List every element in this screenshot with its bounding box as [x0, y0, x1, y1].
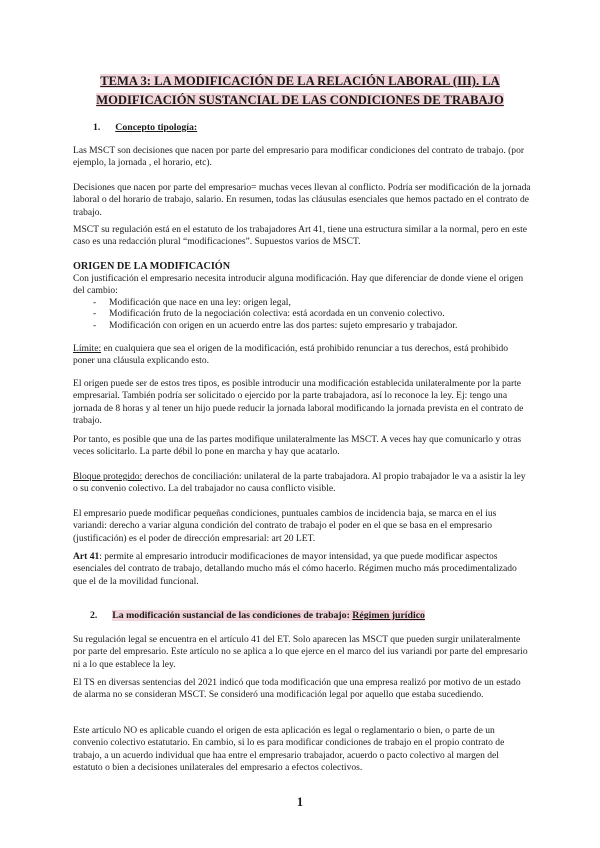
section-2-number: 2. [90, 610, 98, 621]
title-line-1: TEMA 3: LA MODIFICACIÓN DE LA RELACIÓN LABORAL (III). LA [100, 74, 500, 88]
list-item: - Modificación que nace en una ley: origen legal, [93, 297, 533, 308]
section-2-title [112, 610, 425, 621]
paragraph-art-41 [73, 551, 531, 588]
page-number: 1 [296, 795, 304, 809]
paragraph-ts-sentencias: El TS en diversas sentencias del 2021 indicó que toda modificación que una empresa realizó por motivo de un estado de alarma no se consideran MSCT. Se consideró una modificación legal por aquello que estaba sucediendo. [73, 677, 521, 701]
origen-intro: Con justificación el empresario necesita introducir alguna modificación. Hay que diferenciar de donde viene el origen del cambio: [73, 273, 524, 297]
art41-label: Art 41 [73, 551, 100, 562]
origen-heading: ORIGEN DE LA MODIFICACIÓN [73, 261, 231, 272]
title-line-2: MODIFICACIÓN SUSTANCIAL DE LAS CONDICIONES DE TRABAJO [96, 93, 504, 107]
paragraph-origen-types: El origen puede ser de estos tres tipos, es posible introducir una modificación establecida unilateralmente por la parte empresarial. También podría ser solicitado o ejercido por la parte trabajadora, así lo reconoce la ley. Ej: tengo una jornada de 8 horas y al tener un hijo puede reducir la jornada laboral modificando la jornada prevista en el contrato de trabajo. [73, 378, 524, 427]
art41-text: : permite al empresario introducir modificaciones de mayor intensidad, ya que puede modificar aspectos esenciales del contrato de trabajo, detallando mucho más el cómo hacerlo. Régimen mucho más procedimentalizado que el de la movilidad funcional. [73, 551, 517, 587]
paragraph-regulacion-legal: Su regulación legal se encuentra en el artículo 41 del ET. Solo aparecen las MSCT que pueden surgir unilateralmente por parte del empresario. Este artículo no se aplica a lo que ejerce en el marco del ius variandi por parte del empresario ni a lo que establece la ley. [73, 634, 528, 670]
section-2-heading [90, 610, 425, 621]
paragraph-msct-definition: Las MSCT son decisiones que nacen por parte del empresario para modificar condiciones del contrato de trabajo. (por ejemplo, la jornada , el horario, etc). [73, 145, 525, 169]
section-2-title-a: La modificación sustancial de las condiciones de trabajo: [112, 610, 353, 621]
paragraph-por-tanto: Por tanto, es posible que una de las partes modifique unilateralmente las MSCT. A veces hay que comunicarlo y otras veces solicitarlo. La parte débil lo pone en marcha y hay que acatarlo. [73, 434, 522, 458]
bloque-label: Bloque protegido: [73, 471, 143, 482]
section-2-title-b: Régimen jurídico [352, 610, 425, 621]
paragraph-bloque-protegido [73, 471, 531, 496]
paragraph-no-aplicable: Este artículo NO es aplicable cuando el origen de esta aplicación es legal o reglamentario o bien, o parte de un convenio colectivo estatutario. En cambio, si lo es para modificar condiciones de trabajo en el propio contrato de trabajo, a un acuerdo individual que haa entre el empresario trabajador, acuerdo o pacto colectivo al margen del estatuto o bien a decisiones unilaterales del empresario a efectos colectivos. [73, 725, 505, 774]
paragraph-regulation: MSCT su regulación está en el estatuto de los trabajadores Art 41, tiene una estructura similar a la normal, pero en este caso es una redacción plural “modificaciones”. Supuestos varios de MSCT. [73, 224, 527, 248]
section-1-number: 1. [93, 122, 101, 133]
document-title [75, 72, 525, 110]
bloque-text: derechos de conciliación: unilateral de la parte trabajadora. Al propio trabajador le va a asistir la ley o su convenio colectivo. La del trabajador no causa conflicto visible. [73, 471, 526, 495]
limite-text: en cualquiera que sea el origen de la modificación, está prohibido renunciar a tus derechos, está prohibido poner una cláusula explicando esto. [73, 343, 509, 367]
origen-list [93, 297, 533, 331]
section-1-heading [93, 122, 197, 133]
list-item: - Modificación con origen en un acuerdo entre las dos partes: sujeto empresario y trabajador. [93, 320, 533, 331]
list-item: - Modificación fruto de la negociación colectiva: está acordada en un convenio colectivo. [93, 308, 533, 319]
paragraph-ius-variandi: El empresario puede modificar pequeñas condiciones, puntuales cambios de incidencia baja, se marca en el ius variandi: derecho a variar alguna condición del contrato de trabajo el poder en el que se basa en el empresario (justificación) es el poder de dirección empresarial: art 20 LET. [73, 508, 497, 544]
section-1-title: Concepto tipología: [115, 122, 198, 133]
paragraph-limite [73, 343, 531, 368]
limite-label: Límite: [73, 343, 102, 354]
paragraph-decisions: Decisiones que nacen por parte del empresario= muchas veces llevan al conflicto. Podría ser modificación de la jornada laboral o del horario de trabajo, salario. En resumen, todas las cláusulas esenciales que hemos pactado en el contrato de trabajo. [73, 182, 531, 218]
